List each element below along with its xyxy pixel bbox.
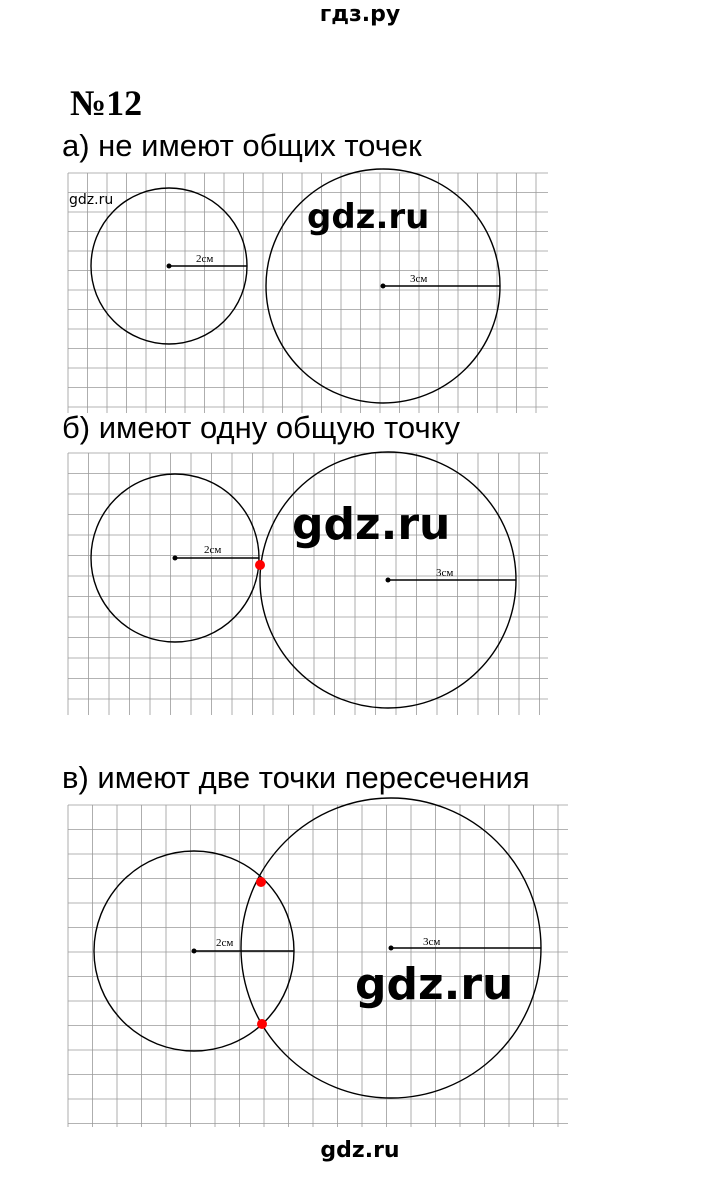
- large-center: [381, 284, 386, 289]
- corner-watermark: gdz.ru: [69, 192, 114, 208]
- site-header: гдз.ру: [319, 2, 401, 27]
- site-footer: gdz.ru: [320, 1138, 400, 1163]
- small-center: [167, 264, 172, 269]
- small-radius-label: 2см: [216, 937, 234, 949]
- small-radius-label: 2см: [204, 544, 222, 556]
- figure-one-common-point: [68, 453, 548, 715]
- large-radius-label: 3см: [410, 273, 428, 285]
- small-center: [192, 949, 197, 954]
- figure-two-intersection-points: [68, 805, 568, 1127]
- intersection-point-bottom: [257, 1019, 267, 1029]
- large-radius-label: 3см: [423, 936, 441, 948]
- part-b-label: б) имеют одну общую точку: [62, 410, 461, 445]
- intersection-point-top: [256, 877, 266, 887]
- watermark: gdz.ru: [292, 499, 451, 550]
- part-c-label: в) имеют две точки пересечения: [62, 760, 530, 795]
- small-center: [173, 556, 178, 561]
- figure-no-common-points: [68, 173, 548, 413]
- watermark: gdz.ru: [355, 959, 514, 1010]
- grid: [68, 453, 548, 715]
- large-center: [386, 578, 391, 583]
- large-center: [389, 946, 394, 951]
- large-radius-label: 3см: [436, 567, 454, 579]
- part-a-label: а) не имеют общих точек: [62, 128, 422, 163]
- task-number: №12: [70, 83, 143, 123]
- watermark: gdz.ru: [307, 197, 430, 237]
- tangent-point: [255, 560, 265, 570]
- small-radius-label: 2см: [196, 253, 214, 265]
